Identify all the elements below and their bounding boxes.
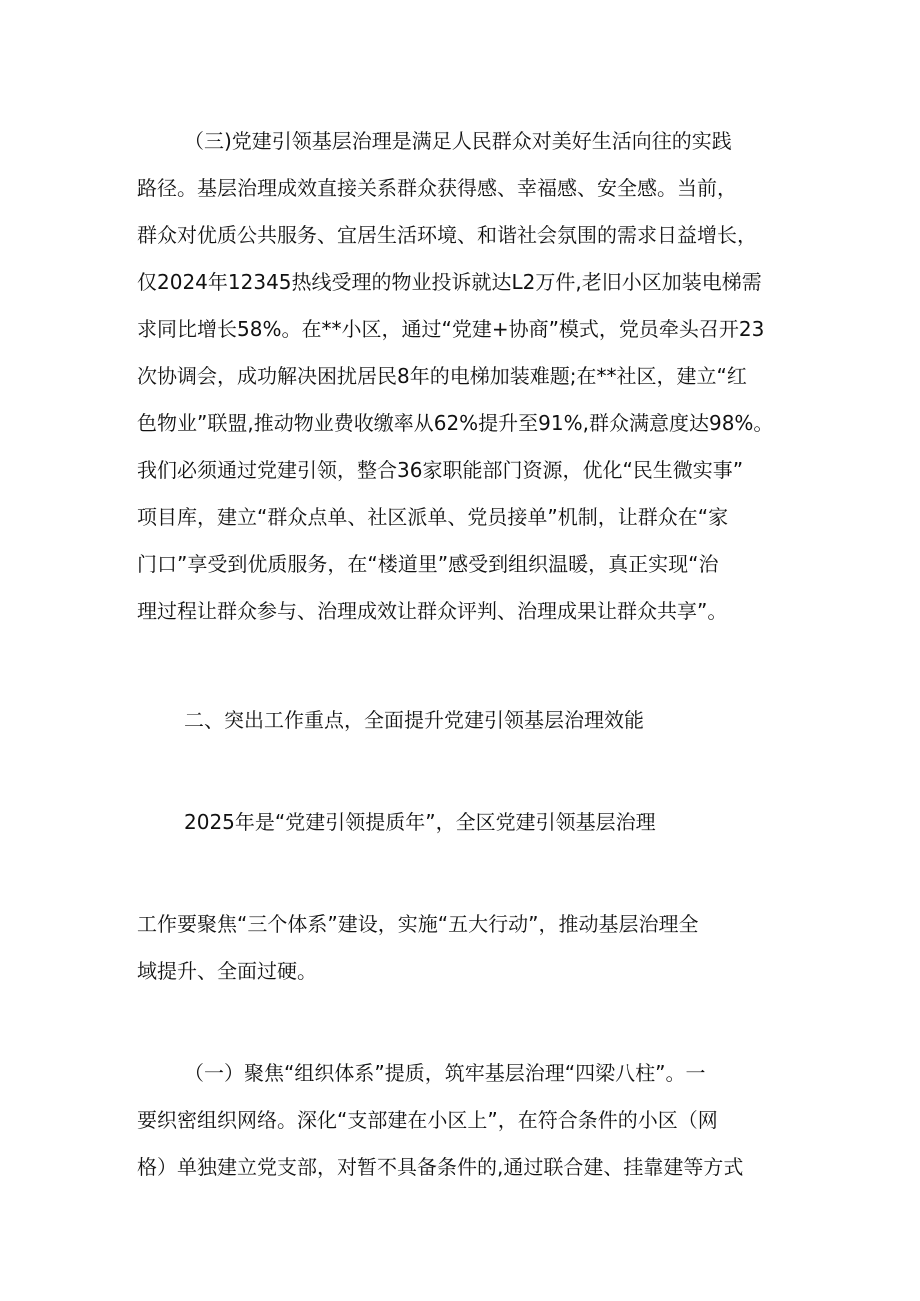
paragraph-line: 2025年是“党建引领提质年”，全区党建引领基层治理 xyxy=(184,810,656,834)
paragraph-line: （一）聚焦“组织体系”提质，筑牢基层治理“四梁八柱”。一 xyxy=(184,1061,706,1085)
paragraph-line: 色物业”联盟,推动物业费收缴率从62%提升至91%,群众满意度达98%。 xyxy=(137,411,774,435)
paragraph-line: 路径。基层治理成效直接关系群众获得感、幸福感、安全感。当前， xyxy=(137,176,737,200)
section-heading: 二、突出工作重点，全面提升党建引领基层治理效能 xyxy=(184,708,644,732)
paragraph-line: 求同比增长58%。在**小区，通过“党建+协商”模式，党员牵头召开23 xyxy=(137,317,765,341)
paragraph-line: 格）单独建立党支部，对暂不具备条件的,通过联合建、挂靠建等方式 xyxy=(137,1155,744,1179)
paragraph-line: 理过程让群众参与、治理成效让群众评判、治理成果让群众共享”。 xyxy=(137,599,728,623)
paragraph-line: 工作要聚焦“三个体系”建设，实施“五大行动”，推动基层治理全 xyxy=(137,912,699,936)
paragraph-line: 项目库，建立“群众点单、社区派单、党员接单”机制，让群众在“家 xyxy=(137,505,729,529)
paragraph-line: 要织密组织网络。深化“支部建在小区上”，在符合条件的小区（网 xyxy=(137,1108,718,1132)
paragraph-line: 门口”享受到优质服务，在“楼道里”感受到组织温暖，真正实现“治 xyxy=(137,552,719,576)
paragraph-line: （三)党建引领基层治理是满足人民群众对美好生活向往的实践 xyxy=(184,129,732,153)
paragraph-line: 次协调会，成功解决困扰居民8年的电梯加装难题;在**社区，建立“红 xyxy=(137,364,747,388)
paragraph-line: 我们必须通过党建引领，整合36家职能部门资源，优化“民生微实事” xyxy=(137,458,744,482)
paragraph-line: 域提升、全面过硬。 xyxy=(137,959,317,983)
paragraph-line: 群众对优质公共服务、宜居生活环境、和谐社会氛围的需求日益增长， xyxy=(137,223,757,247)
paragraph-line: 仅2024年12345热线受理的物业投诉就达L2万件,老旧小区加装电梯需 xyxy=(137,270,762,294)
